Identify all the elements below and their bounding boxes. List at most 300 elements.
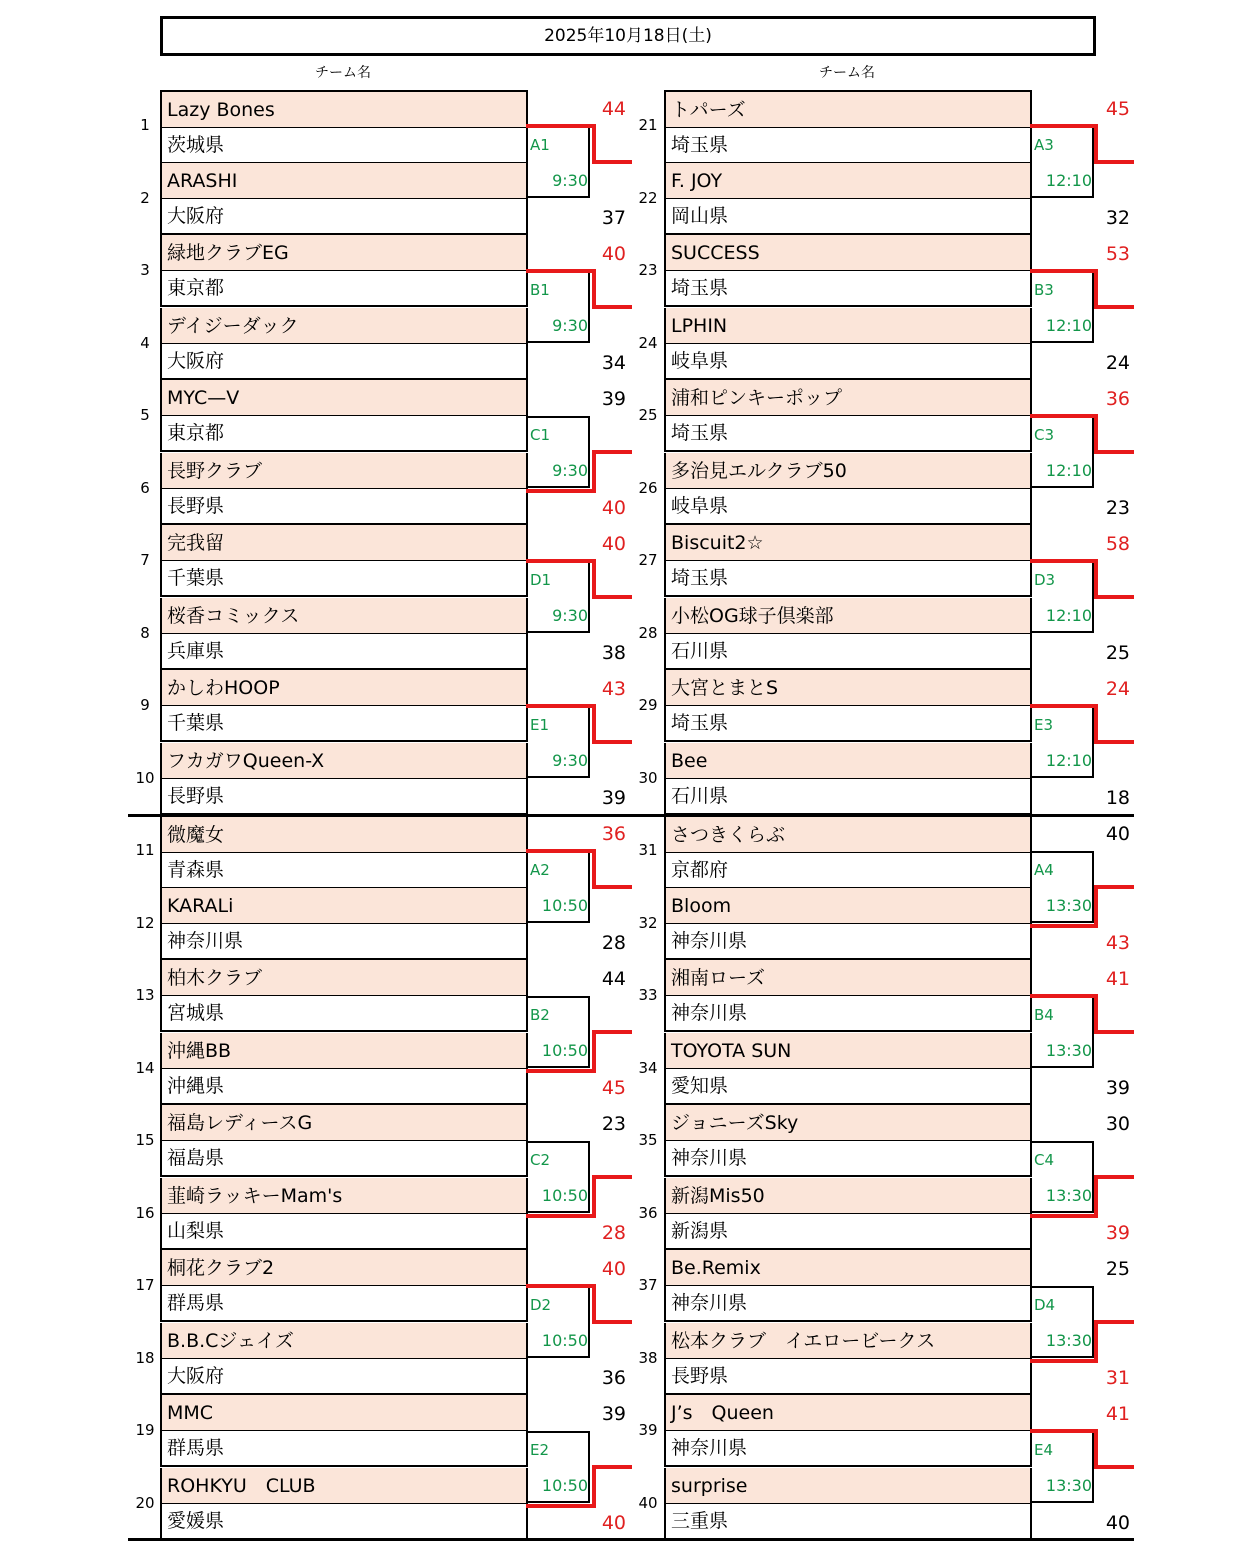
team-entry (160, 743, 528, 815)
team-score: 37 (601, 206, 626, 229)
team-score: 25 (1105, 641, 1130, 664)
winner-line (592, 704, 596, 744)
team-entry (160, 815, 528, 889)
winner-line (592, 450, 632, 454)
team-entry (664, 1468, 1032, 1540)
winner-line (1030, 1429, 1098, 1433)
winner-line (526, 124, 596, 128)
game-time: 13:30 (1045, 896, 1092, 915)
game-id: B2 (530, 1006, 550, 1024)
game-time: 12:10 (1045, 461, 1092, 480)
team-score: 40 (601, 1511, 626, 1534)
team-score: 40 (601, 243, 626, 265)
team-score: 39 (601, 1403, 626, 1425)
winner-line (1094, 305, 1134, 309)
column-header-left: チーム名 (315, 65, 371, 81)
seed-number: 33 (638, 986, 658, 1004)
game-time: 10:50 (541, 1476, 588, 1495)
team-score: 18 (1105, 786, 1130, 809)
team-prefecture: 埼玉県 (666, 706, 1030, 740)
seed-number: 2 (140, 188, 150, 207)
winner-line (592, 160, 632, 164)
team-score: 43 (1105, 931, 1130, 954)
game-time: 13:30 (1045, 1476, 1092, 1495)
winner-line (1094, 160, 1134, 164)
team-entry (664, 888, 1032, 960)
game-id: D3 (1034, 571, 1056, 589)
team-name: Bloom (666, 888, 1030, 924)
game-id: A1 (530, 136, 550, 154)
team-prefecture: 青森県 (162, 853, 526, 887)
team-score: 45 (1105, 98, 1130, 120)
team-entry (664, 1033, 1032, 1105)
game-id: A2 (530, 861, 550, 879)
seed-number: 4 (140, 333, 150, 352)
team-name: デイジーダック (162, 308, 526, 344)
column-header-right: チーム名 (819, 65, 875, 81)
game-id: D1 (530, 571, 552, 589)
team-score: 24 (1105, 351, 1130, 374)
seed-number: 21 (638, 116, 658, 134)
winner-line (1094, 124, 1098, 164)
game-time: 10:50 (541, 1041, 588, 1060)
team-prefecture: 福島県 (162, 1141, 526, 1175)
team-entry (160, 163, 528, 235)
team-score: 39 (601, 388, 626, 410)
winner-line (1094, 1465, 1134, 1469)
team-name: B.B.Cジェイズ (162, 1323, 526, 1359)
team-entry (664, 525, 1032, 597)
game-id: C3 (1034, 426, 1055, 444)
seed-number: 22 (638, 188, 658, 207)
game-id: A4 (1034, 861, 1054, 879)
team-score: 36 (601, 1366, 626, 1389)
seed-number: 40 (638, 1493, 658, 1512)
team-prefecture: 神奈川県 (666, 1141, 1030, 1175)
team-entry (664, 1323, 1032, 1395)
team-name: KARALi (162, 888, 526, 924)
game-id: B1 (530, 281, 550, 299)
team-entry (664, 815, 1032, 889)
team-name: ARASHI (162, 163, 526, 199)
team-score: 53 (1105, 243, 1130, 265)
team-entry (160, 1323, 528, 1395)
game-time: 9:30 (552, 606, 588, 625)
team-score: 40 (601, 533, 626, 555)
team-entry (664, 598, 1032, 670)
winner-line (1030, 924, 1098, 928)
team-score: 36 (601, 823, 626, 845)
seed-number: 32 (638, 913, 658, 932)
team-score: 32 (1105, 206, 1130, 229)
team-name: 韮崎ラッキーMam's (162, 1178, 526, 1214)
seed-number: 30 (638, 768, 658, 787)
seed-number: 24 (638, 333, 658, 352)
team-score: 36 (1105, 388, 1130, 410)
team-name: Lazy Bones (162, 92, 526, 128)
team-prefecture: 京都府 (666, 853, 1030, 887)
team-score: 40 (1105, 823, 1130, 845)
team-name: 微魔女 (162, 817, 526, 853)
winner-line (592, 1175, 596, 1219)
seed-number: 20 (135, 1493, 155, 1512)
winner-line (592, 1030, 596, 1074)
team-prefecture: 三重県 (666, 1504, 1030, 1538)
team-prefecture: 沖縄県 (162, 1069, 526, 1103)
seed-number: 34 (638, 1058, 658, 1077)
team-prefecture: 長野県 (666, 1359, 1030, 1393)
winner-line (1094, 1175, 1098, 1219)
winner-line (1094, 559, 1098, 599)
winner-line (1030, 269, 1098, 273)
bottom-divider (128, 1538, 1134, 1541)
team-entry (160, 598, 528, 670)
game-id: C2 (530, 1151, 551, 1169)
team-entry (160, 960, 528, 1032)
winner-line (1094, 1175, 1134, 1179)
team-name: 柏木クラブ (162, 960, 526, 996)
team-prefecture: 岐阜県 (666, 489, 1030, 523)
team-entry (160, 670, 528, 742)
team-name: 小松OG球子倶楽部 (666, 598, 1030, 634)
team-prefecture: 石川県 (666, 779, 1030, 813)
team-entry (664, 1178, 1032, 1250)
team-prefecture: 山梨県 (162, 1214, 526, 1248)
team-score: 40 (601, 496, 626, 519)
seed-number: 1 (140, 116, 150, 134)
game-id: E1 (530, 716, 550, 734)
team-entry (664, 1105, 1032, 1177)
winner-line (592, 1030, 632, 1034)
team-prefecture: 石川県 (666, 634, 1030, 668)
team-prefecture: 神奈川県 (666, 996, 1030, 1030)
team-prefecture: 長野県 (162, 489, 526, 523)
team-prefecture: 岐阜県 (666, 344, 1030, 378)
team-name: SUCCESS (666, 235, 1030, 271)
team-entry (664, 1250, 1032, 1322)
team-name: Be.Remix (666, 1250, 1030, 1286)
team-entry (664, 380, 1032, 452)
seed-number: 15 (135, 1131, 155, 1149)
team-score: 25 (1105, 1258, 1130, 1280)
team-prefecture: 千葉県 (162, 561, 526, 595)
team-prefecture: 長野県 (162, 779, 526, 813)
team-name: 新潟Mis50 (666, 1178, 1030, 1214)
team-prefecture: 東京都 (162, 271, 526, 305)
team-prefecture: 埼玉県 (666, 416, 1030, 450)
game-id: E3 (1034, 716, 1054, 734)
team-name: 湘南ローズ (666, 960, 1030, 996)
team-entry (160, 235, 528, 307)
winner-line (1094, 1320, 1134, 1324)
team-prefecture: 神奈川県 (666, 1286, 1030, 1320)
team-entry (160, 1468, 528, 1540)
winner-line (1094, 704, 1098, 744)
winner-line (1030, 994, 1098, 998)
team-prefecture: 群馬県 (162, 1431, 526, 1465)
winner-line (1030, 414, 1098, 418)
team-name: Bee (666, 743, 1030, 779)
team-name: 浦和ピンキーポップ (666, 380, 1030, 416)
team-score: 24 (1105, 678, 1130, 700)
team-name: 桐花クラブ2 (162, 1250, 526, 1286)
winner-line (592, 1465, 596, 1509)
section-divider (128, 814, 1134, 817)
team-prefecture: 大阪府 (162, 344, 526, 378)
game-id: A3 (1034, 136, 1054, 154)
seed-number: 35 (638, 1131, 658, 1149)
winner-line (1094, 450, 1134, 454)
team-name: 長野クラブ (162, 453, 526, 489)
seed-number: 17 (135, 1276, 155, 1294)
team-name: 松本クラブ イエロービークス (666, 1323, 1030, 1359)
team-score: 44 (601, 98, 626, 120)
team-name: MMC (162, 1395, 526, 1431)
winner-line (1030, 559, 1098, 563)
team-name: surprise (666, 1468, 1030, 1504)
team-entry (664, 235, 1032, 307)
game-time: 9:30 (552, 171, 588, 190)
seed-number: 31 (638, 841, 658, 859)
team-score: 43 (601, 678, 626, 700)
winner-line (592, 559, 596, 599)
team-prefecture: 愛知県 (666, 1069, 1030, 1103)
team-name: 福島レディースG (162, 1105, 526, 1141)
team-prefecture: 茨城県 (162, 128, 526, 162)
team-name: 沖縄BB (162, 1033, 526, 1069)
team-name: MYC—V (162, 380, 526, 416)
team-entry (160, 1395, 528, 1467)
game-id: C4 (1034, 1151, 1055, 1169)
seed-number: 10 (135, 768, 155, 787)
team-entry (160, 380, 528, 452)
team-entry (160, 308, 528, 380)
seed-number: 38 (638, 1348, 658, 1367)
team-score: 45 (601, 1076, 626, 1099)
team-name: 多治見エルクラブ50 (666, 453, 1030, 489)
team-score: 34 (601, 351, 626, 374)
seed-number: 28 (638, 623, 658, 642)
team-score: 39 (601, 786, 626, 809)
winner-line (526, 704, 596, 708)
team-score: 23 (601, 1113, 626, 1135)
team-prefecture: 大阪府 (162, 1359, 526, 1393)
game-time: 10:50 (541, 1186, 588, 1205)
game-time: 12:10 (1045, 171, 1092, 190)
team-score: 58 (1105, 533, 1130, 555)
winner-line (592, 1284, 596, 1324)
team-name: 大宮とまとS (666, 670, 1030, 706)
team-entry (160, 1105, 528, 1177)
team-entry (160, 888, 528, 960)
team-name: Biscuit2☆ (666, 525, 1030, 561)
seed-number: 25 (638, 406, 658, 424)
winner-line (1094, 1030, 1134, 1034)
winner-line (592, 305, 632, 309)
game-time: 12:10 (1045, 751, 1092, 770)
winner-line (526, 849, 596, 853)
seed-number: 8 (140, 623, 150, 642)
seed-number: 5 (140, 406, 150, 424)
team-prefecture: 神奈川県 (162, 924, 526, 958)
team-score: 39 (1105, 1076, 1130, 1099)
seed-number: 16 (135, 1203, 155, 1222)
seed-number: 11 (135, 841, 155, 859)
seed-number: 6 (140, 478, 150, 497)
game-id: E2 (530, 1441, 550, 1459)
winner-line (1030, 1214, 1098, 1218)
team-name: ジョニーズSky (666, 1105, 1030, 1141)
team-score: 41 (1105, 1403, 1130, 1425)
team-name: J’s Queen (666, 1395, 1030, 1431)
team-prefecture: 埼玉県 (666, 271, 1030, 305)
team-score: 23 (1105, 496, 1130, 519)
winner-line (592, 595, 632, 599)
winner-line (1030, 704, 1098, 708)
date-header: 2025年10月18日(土) (160, 16, 1096, 56)
winner-line (1094, 1320, 1098, 1364)
team-name: ROHKYU CLUB (162, 1468, 526, 1504)
game-id: D4 (1034, 1296, 1056, 1314)
team-score: 39 (1105, 1221, 1130, 1244)
winner-line (592, 1175, 632, 1179)
winner-line (526, 1284, 596, 1288)
team-name: フカガワQueen-X (162, 743, 526, 779)
team-entry (664, 163, 1032, 235)
team-prefecture: 埼玉県 (666, 128, 1030, 162)
game-id: D2 (530, 1296, 552, 1314)
winner-line (1030, 1359, 1098, 1363)
team-score: 41 (1105, 968, 1130, 990)
winner-line (1094, 885, 1134, 889)
team-name: かしわHOOP (162, 670, 526, 706)
team-name: 桜香コミックス (162, 598, 526, 634)
seed-number: 37 (638, 1276, 658, 1294)
team-entry (160, 1250, 528, 1322)
team-name: LPHIN (666, 308, 1030, 344)
team-prefecture: 千葉県 (162, 706, 526, 740)
team-prefecture: 宮城県 (162, 996, 526, 1030)
winner-line (1094, 740, 1134, 744)
seed-number: 18 (135, 1348, 155, 1367)
team-prefecture: 大阪府 (162, 199, 526, 233)
team-entry (664, 670, 1032, 742)
team-prefecture: 神奈川県 (666, 924, 1030, 958)
team-entry (664, 743, 1032, 815)
seed-number: 39 (638, 1421, 658, 1439)
winner-line (1094, 994, 1098, 1034)
winner-line (592, 124, 596, 164)
winner-line (526, 489, 596, 493)
team-entry (160, 453, 528, 525)
team-score: 28 (601, 931, 626, 954)
team-name: F. JOY (666, 163, 1030, 199)
team-prefecture: 新潟県 (666, 1214, 1030, 1248)
game-time: 13:30 (1045, 1041, 1092, 1060)
seed-number: 26 (638, 478, 658, 497)
team-prefecture: 兵庫県 (162, 634, 526, 668)
winner-line (592, 885, 632, 889)
game-time: 13:30 (1045, 1186, 1092, 1205)
seed-number: 27 (638, 551, 658, 569)
seed-number: 14 (135, 1058, 155, 1077)
winner-line (526, 1069, 596, 1073)
team-prefecture: 埼玉県 (666, 561, 1030, 595)
winner-line (592, 450, 596, 494)
team-score: 40 (1105, 1511, 1130, 1534)
seed-number: 23 (638, 261, 658, 279)
seed-number: 7 (140, 551, 150, 569)
winner-line (526, 269, 596, 273)
game-time: 12:10 (1045, 316, 1092, 335)
team-name: トパーズ (666, 92, 1030, 128)
game-time: 13:30 (1045, 1331, 1092, 1350)
team-prefecture: 神奈川県 (666, 1431, 1030, 1465)
team-prefecture: 愛媛県 (162, 1504, 526, 1538)
seed-number: 9 (140, 696, 150, 714)
team-prefecture: 岡山県 (666, 199, 1030, 233)
game-time: 10:50 (541, 896, 588, 915)
seed-number: 13 (135, 986, 155, 1004)
game-id: B3 (1034, 281, 1054, 299)
team-entry (664, 960, 1032, 1032)
winner-line (526, 1504, 596, 1508)
team-name: TOYOTA SUN (666, 1033, 1030, 1069)
team-name: 完我留 (162, 525, 526, 561)
team-entry (160, 525, 528, 597)
game-time: 12:10 (1045, 606, 1092, 625)
team-entry (664, 1395, 1032, 1467)
team-score: 44 (601, 968, 626, 990)
team-entry (664, 90, 1032, 164)
team-score: 40 (601, 1258, 626, 1280)
winner-line (1094, 885, 1098, 929)
team-entry (160, 1178, 528, 1250)
seed-number: 19 (135, 1421, 155, 1439)
game-time: 9:30 (552, 316, 588, 335)
game-time: 10:50 (541, 1331, 588, 1350)
team-prefecture: 群馬県 (162, 1286, 526, 1320)
team-prefecture: 東京都 (162, 416, 526, 450)
team-score: 30 (1105, 1113, 1130, 1135)
team-score: 28 (601, 1221, 626, 1244)
team-name: さつきくらぶ (666, 817, 1030, 853)
seed-number: 36 (638, 1203, 658, 1222)
game-time: 9:30 (552, 461, 588, 480)
team-score: 31 (1105, 1366, 1130, 1389)
winner-line (526, 559, 596, 563)
winner-line (592, 1465, 632, 1469)
winner-line (1094, 595, 1134, 599)
team-entry (160, 90, 528, 164)
team-entry (664, 453, 1032, 525)
winner-line (592, 269, 596, 309)
game-id: C1 (530, 426, 551, 444)
team-score: 38 (601, 641, 626, 664)
winner-line (592, 1320, 632, 1324)
game-id: B4 (1034, 1006, 1054, 1024)
game-time: 9:30 (552, 751, 588, 770)
winner-line (526, 1214, 596, 1218)
game-id: E4 (1034, 1441, 1054, 1459)
seed-number: 3 (140, 261, 150, 279)
team-entry (664, 308, 1032, 380)
winner-line (1094, 1429, 1098, 1469)
winner-line (592, 849, 596, 889)
seed-number: 29 (638, 696, 658, 714)
winner-line (1030, 124, 1098, 128)
team-entry (160, 1033, 528, 1105)
